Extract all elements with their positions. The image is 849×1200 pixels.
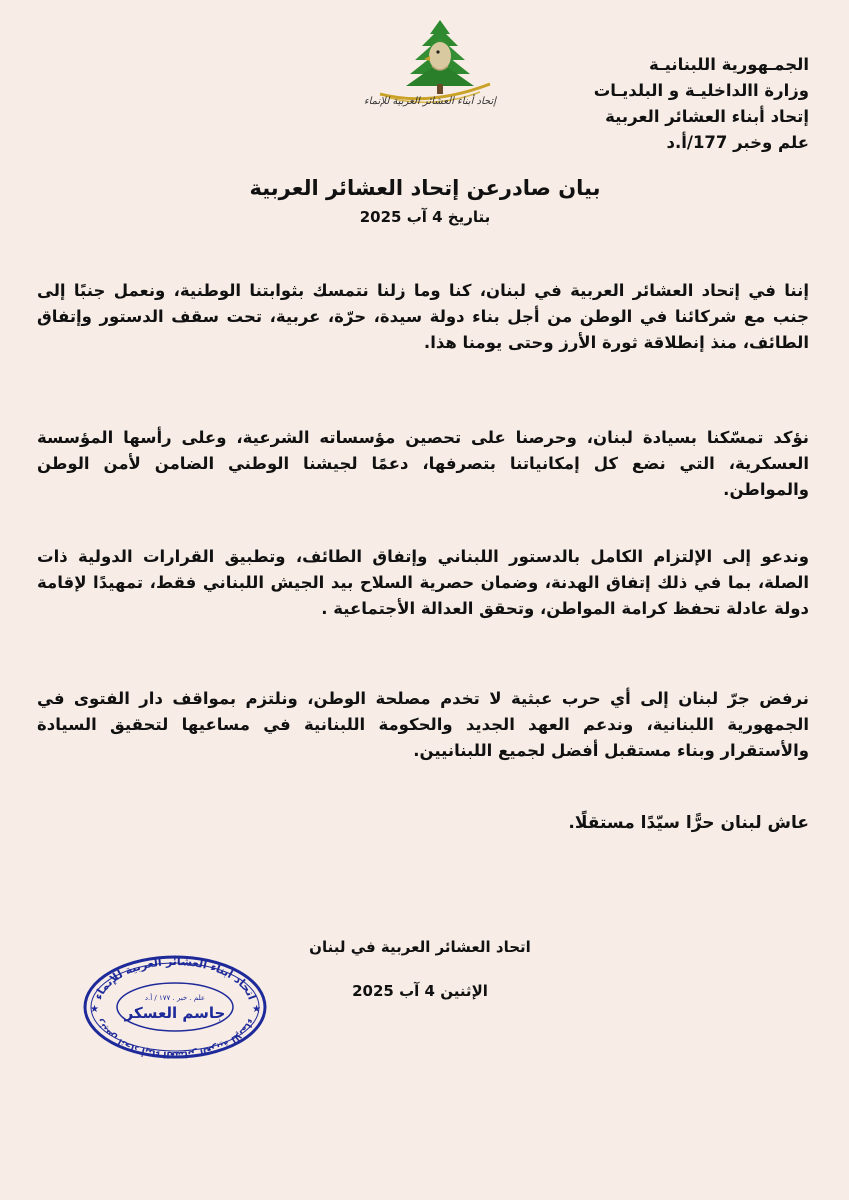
stamp-outer-text: اتحاد أبناء العشائر العربية للإنماء <box>91 954 259 1002</box>
letterhead-line-license: علم وخبر 177/أ.د <box>666 133 809 152</box>
stamp-star-right-icon: ★ <box>252 1004 261 1015</box>
stamp-license-text: علم . خبر . ١٧٧ / أ.د <box>144 994 206 1002</box>
paragraph-1: إننا في إتحاد العشائر العربية في لبنان، كنا وما زلنا نتمسك بثوابتنا الوطنية، ونعمل جنبًا إلى جنب مع شركائنا في الوطن من أجل بناء دولة سيدة، حرّة، عربية، تحت سقف الدستور وإتفاق الطائف، منذ إنطلاقة ثورة الأرز وحتى يومنا هذا. <box>37 281 809 352</box>
paragraph-3: وندعو إلى الإلتزام الكامل بالدستور اللبناني وإتفاق الطائف، وتطبيق القرارات الدولية ذات الصلة، بما في ذلك إتفاق الهدنة، وضمان حصرية السلاح بيد الجيش اللبناني فقط، تمهيدًا لإقامة دولة عادلة تحفظ كرامة المواطن، وتحقق العدالة الأجتماعية . <box>37 547 809 618</box>
paragraph-2: نؤكد تمسّكنا بسيادة لبنان، وحرصنا على تحصين مؤسساته الشرعية، وعلى رأسها المؤسسة العسكرية، التي نضع كل إمكانياتنا بتصرفها، دعمًا لجيشنا الوطني الضامن لأمن الوطن والمواطن. <box>37 428 809 499</box>
stamp-star-left-icon: ★ <box>90 1004 99 1015</box>
stamp-name-text: جاسم العسكر <box>124 1004 226 1022</box>
signature-organization: اتحاد العشائر العربية في لبنان <box>309 938 531 956</box>
official-stamp-icon <box>80 952 270 1062</box>
letterhead-line-ministry: وزارة االداخليـة و البلديـات <box>593 81 809 100</box>
letterhead <box>479 52 809 156</box>
closing-line: عاش لبنان حرًّا سيّدًا مستقلًا. <box>568 813 809 833</box>
signature-date: الإثنين 4 آب 2025 <box>352 982 488 1000</box>
svg-text:رئيس اتحاد أبناء العشائر العرب <box>95 1017 255 1059</box>
letterhead-line-union: إتحاد أبناء العشائر العربية <box>605 107 809 126</box>
logo-caption: إتحاد أبناء العشائر العربية للإنماء <box>363 96 497 107</box>
letterhead-line-republic: الجمـهورية اللبنانيـة <box>649 55 809 74</box>
statement-date: بتاريخ 4 آب 2025 <box>359 208 491 226</box>
stamp-bottom-text: رئيس اتحاد أبناء العشائر العربية للإنماء <box>94 1016 256 1060</box>
paragraph-4: نرفض جرّ لبنان إلى أي حرب عبثية لا تخدم مصلحة الوطن، ونلتزم بمواقف دار الفتوى في الجمهورية اللبنانية، وندعم العهد الجديد والحكومة اللبنانية في مساعيها لتحقيق السيادة والأستقرار وبناء مستقبل أفضل لجميع اللبنانيين. <box>37 689 809 760</box>
statement-title: بيان صادرعن إتحاد العشائر العربية <box>249 176 601 200</box>
